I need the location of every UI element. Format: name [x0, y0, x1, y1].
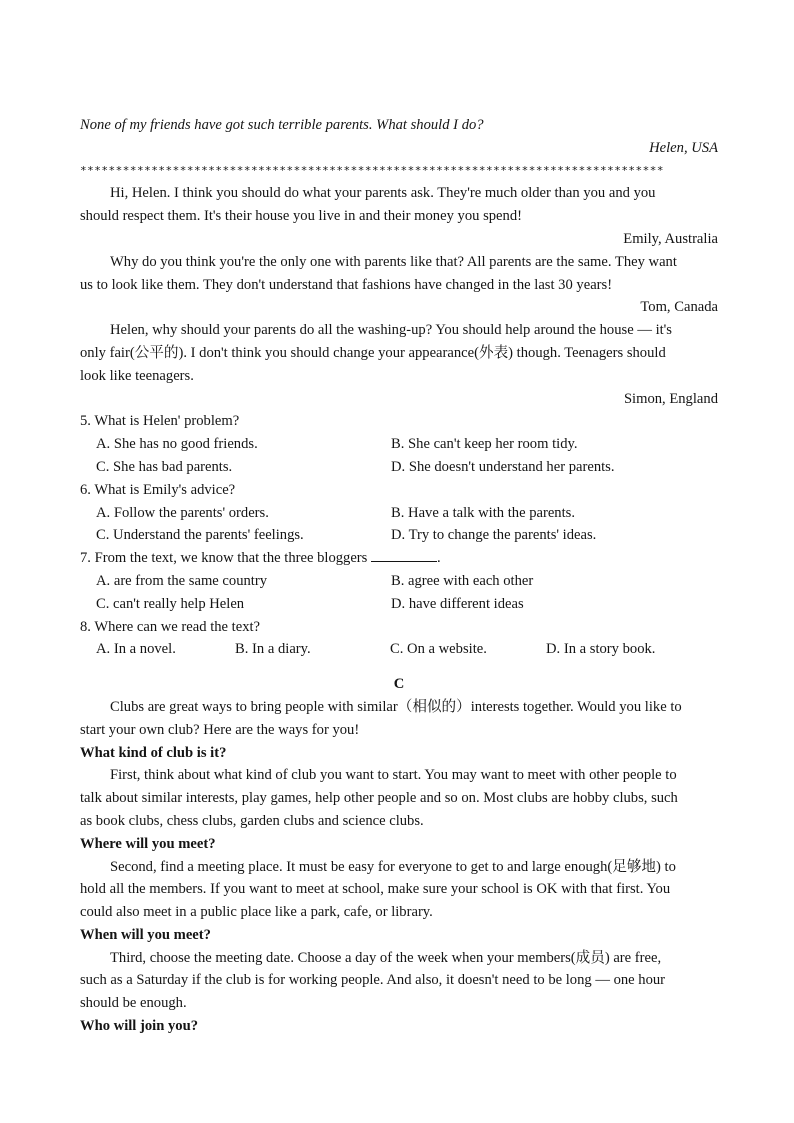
option-c[interactable]: C. Understand the parents' feelings. — [96, 527, 304, 544]
paragraph-line: First, think about what kind of club you want to start. You may want to meet with other people to — [110, 767, 677, 784]
option-row — [80, 570, 718, 593]
answer-blank[interactable] — [371, 547, 437, 562]
reply-signature: Simon, England — [623, 390, 718, 407]
question-stem: 6. What is Emily's advice? — [80, 481, 236, 498]
option-d[interactable]: D. Try to change the parents' ideas. — [391, 527, 597, 544]
reply-emily — [80, 182, 718, 250]
option-row — [80, 524, 718, 547]
paragraph-line: Second, find a meeting place. It must be easy for everyone to get to and large enough(足够地) to — [110, 858, 676, 875]
stem-end: . — [437, 550, 441, 567]
paragraph-line: could also meet in a public place like a park, cafe, or library. — [80, 904, 433, 921]
reply-signature: Tom, Canada — [640, 299, 718, 316]
section-c-title: C — [393, 676, 405, 693]
option-a[interactable]: A. are from the same country — [96, 572, 268, 589]
question-7 — [80, 547, 718, 615]
page-content — [80, 114, 718, 1038]
option-row — [80, 502, 718, 525]
reply-line: look like teenagers. — [80, 367, 194, 384]
reply-line: us to look like them. They don't understand that fashions have changed in the last 30 years! — [80, 276, 613, 293]
question-5 — [80, 410, 718, 478]
option-row — [80, 433, 718, 456]
paragraph-line: start your own club? Here are the ways for you! — [80, 721, 360, 738]
subheading: Where will you meet? — [80, 835, 216, 852]
reply-simon — [80, 319, 718, 410]
option-row — [80, 593, 718, 616]
helen-signature: Helen, USA — [649, 139, 718, 156]
option-a[interactable]: A. She has no good friends. — [96, 436, 258, 453]
helen-question: None of my friends have got such terrible parents. What should I do? — [80, 117, 484, 133]
option-b[interactable]: B. In a diary. — [235, 641, 311, 658]
question-stem: 8. Where can we read the text? — [80, 618, 261, 635]
reply-line: should respect them. It's their house you live in and their money you spend! — [80, 208, 522, 225]
option-row — [80, 456, 718, 479]
option-row — [80, 638, 718, 661]
option-b[interactable]: B. agree with each other — [391, 572, 534, 589]
paragraph-line: Third, choose the meeting date. Choose a day of the week when your members(成员) are free, — [110, 949, 662, 966]
paragraph-line: such as a Saturday if the club is for working people. And also, it doesn't need to be long — one hour — [80, 972, 666, 989]
reply-line: Hi, Helen. I think you should do what your parents ask. They're much older than you and you — [110, 185, 656, 202]
subheading: Who will join you? — [80, 1018, 198, 1035]
option-d[interactable]: D. In a story book. — [546, 641, 656, 658]
paragraph-line: Clubs are great ways to bring people with similar（相似的）interests together. Would you like to — [110, 698, 682, 715]
reply-line: Helen, why should your parents do all the washing-up? You should help around the house — it's — [110, 322, 672, 339]
option-c[interactable]: C. On a website. — [390, 641, 487, 658]
reply-tom — [80, 251, 718, 319]
paragraph-line: as book clubs, chess clubs, garden clubs and science clubs. — [80, 812, 424, 829]
question-stem: 5. What is Helen' problem? — [80, 413, 240, 430]
stem-text: 7. From the text, we know that the three bloggers — [80, 550, 368, 567]
subheading: When will you meet? — [80, 926, 211, 943]
subheading: What kind of club is it? — [80, 744, 227, 761]
reply-line: Why do you think you're the only one with parents like that? All parents are the same. They want — [110, 253, 677, 270]
paragraph-line: should be enough. — [80, 995, 187, 1012]
option-d[interactable]: D. She doesn't understand her parents. — [391, 458, 615, 475]
option-d[interactable]: D. have different ideas — [391, 595, 524, 612]
question-6 — [80, 479, 718, 547]
section-c-part-2 — [80, 833, 718, 924]
option-b[interactable]: B. She can't keep her room tidy. — [391, 436, 578, 453]
reply-line: only fair(公平的). I don't think you should change your appearance(外表) though. Teenagers should — [80, 344, 666, 361]
option-a[interactable]: A. In a novel. — [96, 641, 176, 658]
option-c[interactable]: C. can't really help Helen — [96, 595, 245, 612]
reply-signature: Emily, Australia — [623, 230, 718, 247]
option-a[interactable]: A. Follow the parents' orders. — [96, 504, 269, 521]
section-c-intro — [80, 696, 718, 742]
section-c-part-1 — [80, 742, 718, 833]
section-c-part-4 — [80, 1015, 718, 1038]
paragraph-line: talk about similar interests, play games, help other people and so on. Most clubs are hobby clubs, such — [80, 790, 678, 807]
paragraph-line: hold all the members. If you want to meet at school, make sure your school is OK with that first. You — [80, 881, 671, 898]
question-stem — [80, 547, 718, 570]
option-b[interactable]: B. Have a talk with the parents. — [391, 504, 575, 521]
star-separator: ********************************************************************************** — [80, 163, 665, 177]
option-c[interactable]: C. She has bad parents. — [96, 458, 233, 475]
section-c-part-3 — [80, 924, 718, 1015]
question-8 — [80, 616, 718, 662]
